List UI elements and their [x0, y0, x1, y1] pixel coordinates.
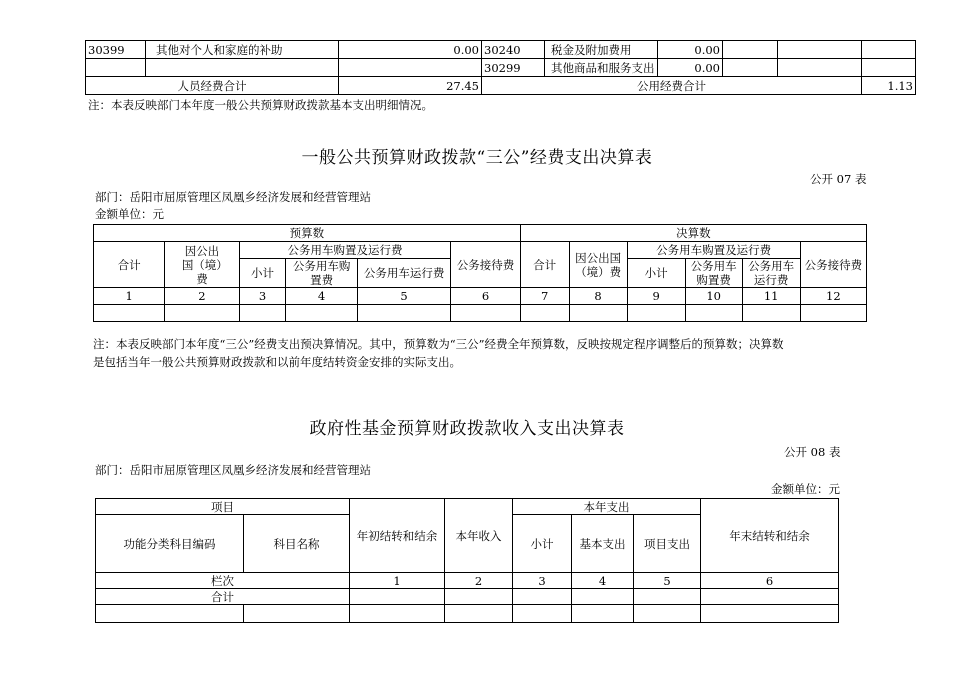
unit-label: 金额单位：元	[95, 207, 164, 221]
table-note: 注：本表反映部门本年度一般公共预算财政拨款基本支出明细情况。	[88, 98, 433, 112]
cell-empty	[451, 305, 520, 322]
table-row	[94, 305, 867, 322]
cell-empty	[685, 305, 742, 322]
table-note: 注：本表反映部门本年度“三公”经费支出预决算情况。其中，预算数为“三公”经费全年预算数，反映按规定程序调整后的预算数；决算数	[93, 337, 784, 351]
cell-code: 30399	[86, 41, 146, 59]
cell-empty	[572, 605, 634, 623]
cell-empty	[862, 41, 916, 59]
cell-name: 其他对个人和家庭的补助	[146, 41, 339, 59]
cell-name: 税金及附加费用	[545, 41, 658, 59]
cell-empty	[165, 305, 239, 322]
cell-empty	[723, 41, 778, 59]
table-code: 公开 07 表	[810, 172, 867, 186]
cell-empty	[742, 305, 800, 322]
table-row	[86, 59, 916, 77]
cell-empty	[286, 305, 357, 322]
cell-code: 30299	[482, 59, 545, 77]
col-subtotal: 小计	[627, 259, 685, 288]
col-index: 1	[350, 573, 445, 589]
cell-empty	[357, 305, 451, 322]
col-reception: 公务接待费	[800, 242, 866, 288]
cell-empty	[572, 589, 634, 605]
cell-amount: 0.00	[658, 59, 723, 77]
cell-empty	[96, 605, 244, 623]
col-index: 12	[800, 288, 866, 305]
col-index: 6	[451, 288, 520, 305]
budget-group-header: 预算数	[94, 225, 521, 242]
page-title: 一般公共预算财政拨款“三公”经费支出决算表	[301, 148, 653, 168]
col-subtotal: 小计	[239, 259, 286, 288]
cell-amount	[339, 59, 482, 77]
cell-empty	[800, 305, 866, 322]
cell-code	[86, 59, 146, 77]
cell-empty	[513, 589, 572, 605]
col-item: 项目	[96, 499, 350, 515]
cell-empty	[445, 605, 513, 623]
cell-amount: 0.00	[658, 41, 723, 59]
cell-empty	[350, 589, 445, 605]
col-car-operation: 公务用车运行费	[357, 259, 451, 288]
cell-empty	[634, 589, 701, 605]
col-car-operation: 公务用车运行费	[742, 259, 800, 288]
col-index: 5	[634, 573, 701, 589]
total-public-label: 公用经费合计	[482, 77, 862, 95]
cell-empty	[244, 605, 350, 623]
col-income: 本年收入	[445, 499, 513, 573]
col-abroad: 因公出国（境）费	[165, 242, 239, 288]
unit-label: 金额单位：元	[771, 482, 840, 496]
table-total-row	[96, 589, 839, 605]
col-index: 6	[701, 573, 839, 589]
total-personnel-label: 人员经费合计	[86, 77, 339, 95]
row-total-label: 合计	[96, 589, 350, 605]
col-car-group: 公务用车购置及运行费	[239, 242, 451, 259]
cell-empty	[94, 305, 165, 322]
col-index: 11	[742, 288, 800, 305]
col-subtotal: 小计	[513, 515, 572, 573]
col-index: 4	[572, 573, 634, 589]
cell-empty	[701, 589, 839, 605]
col-subject-name: 科目名称	[244, 515, 350, 573]
total-personnel-value: 27.45	[339, 77, 482, 95]
department-label: 部门：岳阳市屈原管理区凤凰乡经济发展和经营管理站	[95, 190, 371, 204]
col-index: 2	[445, 573, 513, 589]
header-row	[96, 499, 839, 515]
cell-empty	[701, 605, 839, 623]
cell-empty	[627, 305, 685, 322]
table-row	[96, 605, 839, 623]
col-index: 5	[357, 288, 451, 305]
table-total-row	[86, 77, 916, 95]
cell-empty	[723, 59, 778, 77]
cell-empty	[513, 605, 572, 623]
col-abroad: 因公出国（境）费	[569, 242, 627, 288]
government-fund-table	[95, 498, 839, 623]
cell-empty	[239, 305, 286, 322]
cell-empty	[350, 605, 445, 623]
col-total: 合计	[520, 242, 569, 288]
col-index: 9	[627, 288, 685, 305]
cell-name	[146, 59, 339, 77]
table-code: 公开 08 表	[784, 445, 841, 459]
total-public-value: 1.13	[862, 77, 916, 95]
final-group-header: 决算数	[520, 225, 866, 242]
col-basic: 基本支出	[572, 515, 634, 573]
cell-empty	[634, 605, 701, 623]
col-car-group: 公务用车购置及运行费	[627, 242, 800, 259]
col-reception: 公务接待费	[451, 242, 520, 288]
col-func-code: 功能分类科目编码	[96, 515, 244, 573]
cell-empty	[778, 59, 862, 77]
col-index: 4	[286, 288, 357, 305]
header-row	[94, 242, 867, 259]
cell-empty	[778, 41, 862, 59]
col-index: 3	[239, 288, 286, 305]
col-car-purchase: 公务用车购置费	[286, 259, 357, 288]
index-row	[96, 573, 839, 589]
col-index: 7	[520, 288, 569, 305]
cell-code: 30240	[482, 41, 545, 59]
department-label: 部门：岳阳市屈原管理区凤凰乡经济发展和经营管理站	[95, 463, 371, 477]
col-index: 3	[513, 573, 572, 589]
col-index: 2	[165, 288, 239, 305]
col-index: 8	[569, 288, 627, 305]
col-total: 合计	[94, 242, 165, 288]
index-row	[94, 288, 867, 305]
col-end-balance: 年末结转和结余	[701, 499, 839, 573]
col-begin-balance: 年初结转和结余	[350, 499, 445, 573]
three-public-expense-table	[93, 224, 867, 322]
page-title: 政府性基金预算财政拨款收入支出决算表	[309, 419, 625, 439]
table-note: 是包括当年一般公共预算财政拨款和以前年度结转资金安排的实际支出。	[93, 355, 461, 369]
table-row	[86, 41, 916, 59]
col-index: 10	[685, 288, 742, 305]
basic-expense-table	[85, 40, 916, 95]
col-index: 1	[94, 288, 165, 305]
row-index-label: 栏次	[96, 573, 350, 589]
cell-amount: 0.00	[339, 41, 482, 59]
cell-name: 其他商品和服务支出	[545, 59, 658, 77]
col-project: 项目支出	[634, 515, 701, 573]
cell-empty	[862, 59, 916, 77]
cell-empty	[520, 305, 569, 322]
header-row	[94, 225, 867, 242]
cell-empty	[445, 589, 513, 605]
col-car-purchase: 公务用车购置费	[685, 259, 742, 288]
cell-empty	[569, 305, 627, 322]
col-expense-group: 本年支出	[513, 499, 701, 515]
